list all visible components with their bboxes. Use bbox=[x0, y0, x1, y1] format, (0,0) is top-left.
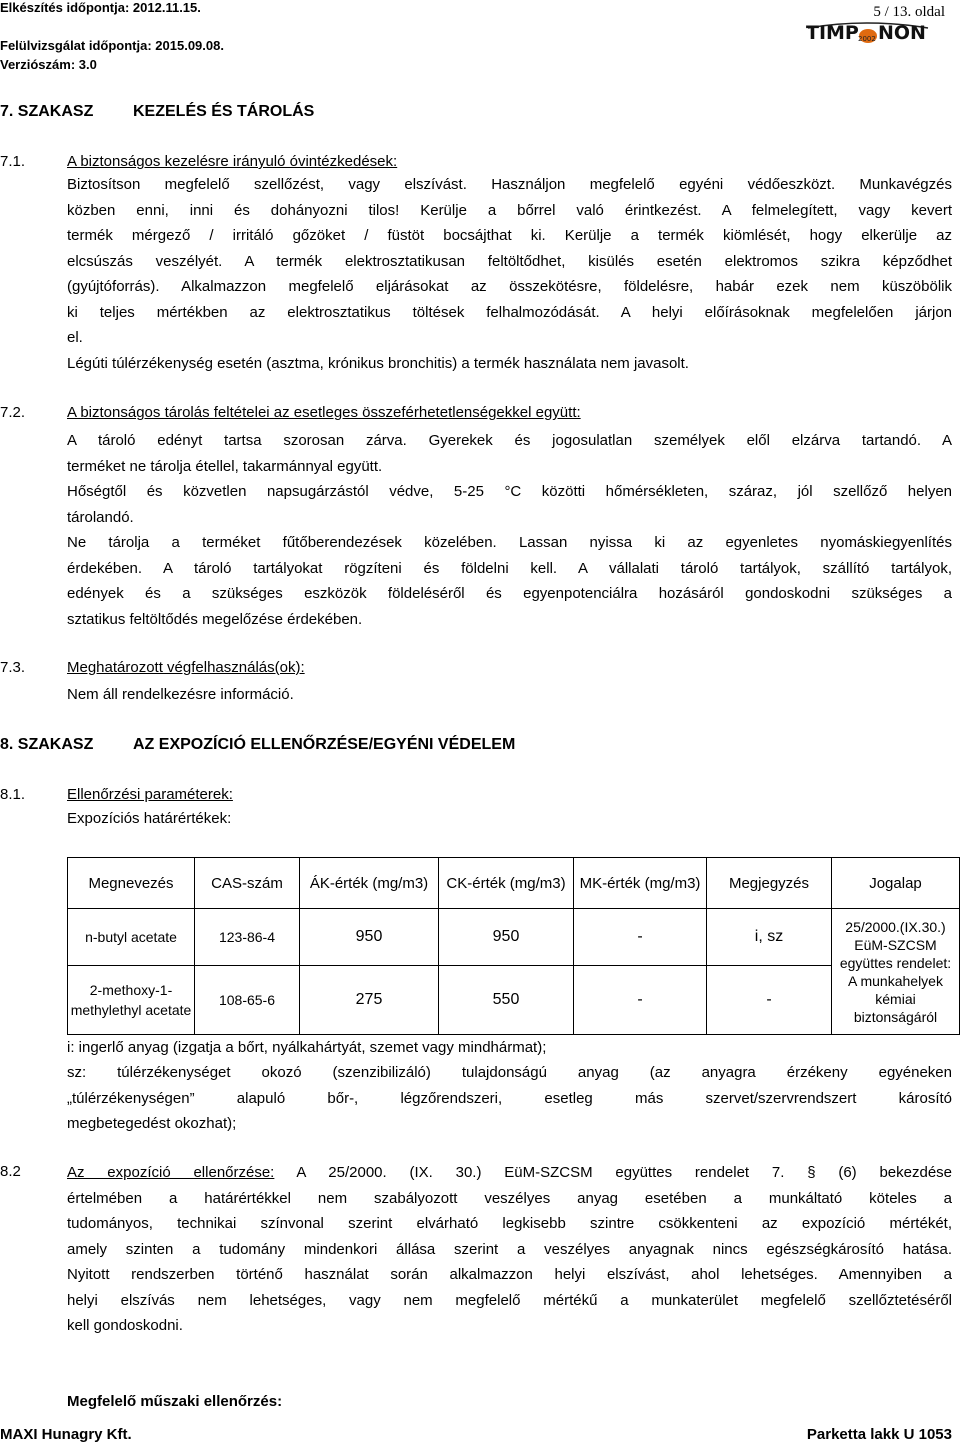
company-logo bbox=[806, 20, 930, 46]
version-number: Verziószám: 3.0 bbox=[0, 57, 97, 72]
text-line: tudományos, technikai színvonal szerint elvárható legkisebb szintre csökkenteni az expozíció mértékét, bbox=[67, 1215, 952, 1232]
technical-control-heading: Megfelelő műszaki ellenőrzés: bbox=[67, 1393, 283, 1410]
s81-subtitle: Expozíciós határértékek: bbox=[67, 810, 232, 827]
s72-body bbox=[67, 428, 952, 632]
text-line: „túlérzékenységen” alapuló bőr-, légzőrendszeri, esetleg más szervet/szervrendszert károsító bbox=[67, 1089, 952, 1107]
text-line: értelmében a határértékkel nem szabályozott veszélyes anyag esetében a munkáltató köteles a bbox=[67, 1189, 952, 1207]
text-line: érdekében. A tároló tartályokat rögzíteni és földelni kell. A vállalati tároló tartályok, szállító tartályok, bbox=[67, 559, 952, 577]
cell-name: 2-methoxy-1-methylethyl acetate bbox=[68, 966, 195, 1035]
header-legal: Jogalap bbox=[832, 858, 960, 909]
s72-number: 7.2. bbox=[0, 404, 26, 421]
cell-mk: - bbox=[574, 909, 707, 966]
cell-ck: 950 bbox=[439, 909, 574, 966]
table-header-row bbox=[68, 858, 960, 909]
footer-company: MAXI Hunagry Kft. bbox=[0, 1426, 132, 1443]
header-mk: MK-érték (mg/m3) bbox=[574, 858, 707, 909]
text-line: helyi elszívás nem lehetséges, vagy nem megfelelő mértékű a munkaterület megfelelő szellőztetéséről bbox=[67, 1291, 952, 1309]
text-line: Ne tárolja a terméket fűtőberendezések közelében. Lassan nyissa ki az egyenletes nyomáskiegyenlítés bbox=[67, 534, 952, 551]
s82-first-line: A 25/2000. (IX. 30.) EüM-SZCSM együttes rendelet 7. § (6) bekezdése bbox=[274, 1164, 953, 1181]
footer-product: Parketta lakk U 1053 bbox=[806, 1426, 952, 1443]
cell-ck: 550 bbox=[439, 966, 574, 1035]
s73-text: Nem áll rendelkezésre információ. bbox=[67, 686, 294, 703]
header-note: Megjegyzés bbox=[707, 858, 832, 909]
s73-number: 7.3. bbox=[0, 659, 26, 676]
text-line: Biztosítson megfelelő szellőzést, vagy elszívást. Használjon megfelelő egyéni védőeszközt. Munkavégzés bbox=[67, 176, 952, 193]
cell-cas: 108-65-6 bbox=[195, 966, 300, 1035]
cell-note: - bbox=[707, 966, 832, 1035]
revision-date: Felülvizsgálat időpontja: 2015.09.08. bbox=[0, 38, 224, 53]
s71-number: 7.1. bbox=[0, 153, 26, 170]
note-i: i: ingerlő anyag (izgatja a bőrt, nyálkahártyát, szemet vagy mindhármat); bbox=[67, 1039, 547, 1056]
header-cas: CAS-szám bbox=[195, 858, 300, 909]
cell-mk: - bbox=[574, 966, 707, 1035]
text-line: tárolandó. bbox=[67, 508, 134, 526]
text-line: Hőségtől és közvetlen napsugárzástól védve, 5-25 °C közötti hőmérsékleten, száraz, jól szellőző helyen bbox=[67, 483, 952, 500]
text-line: terméket ne tárolja étellel, takarmánnyal együtt. bbox=[67, 457, 383, 475]
text-line: elcsúszás veszélyét. A termék elektrosztatikusan feltöltődhet, kisülés esetén elektromos szikra képződhet bbox=[67, 252, 952, 270]
text-line: termék mérgező / irritáló gőzöket / füstöt bocsájthat ki. Kerülje a termék kiömlését, hogy elkerülje az bbox=[67, 227, 952, 244]
text-line: sz: túlérzékenységet okozó (szenzibilizáló) tulajdonságú anyag (az anyagra érzékeny egyéneken bbox=[67, 1064, 952, 1081]
created-date: Elkészítés időpontja: 2012.11.15. bbox=[0, 0, 201, 15]
s82-number: 8.2 bbox=[0, 1163, 21, 1180]
section7-number: 7. SZAKASZ bbox=[0, 103, 94, 120]
text-line: A tároló edényt tartsa szorosan zárva. Gyerekek és jogosulatlan személyek elől elzárva tartandó. A bbox=[67, 432, 952, 449]
text-line: közben enni, inni és dohányozni tilos! Kerülje a bőrrel való érintkezést. A felmelegített, vagy kevert bbox=[67, 201, 952, 219]
header-ck: CK-érték (mg/m3) bbox=[439, 858, 574, 909]
text-line: megbetegedést okozhat); bbox=[67, 1115, 237, 1132]
s71-body bbox=[67, 172, 952, 376]
s71-title: A biztonságos kezelésre irányuló óvintézkedések: bbox=[67, 153, 398, 170]
section8-title: AZ EXPOZÍCIÓ ELLENŐRZÉSE/EGYÉNI VÉDELEM bbox=[133, 736, 516, 753]
logo-text-right: NON bbox=[878, 22, 926, 44]
cell-ak: 275 bbox=[300, 966, 439, 1035]
logo-year: 2002 bbox=[858, 35, 876, 43]
cell-note: i, sz bbox=[707, 909, 832, 966]
header-name: Megnevezés bbox=[68, 858, 195, 909]
text-line: Légúti túlérzékenység esetén (asztma, krónikus bronchitis) a termék használata nem javasolt. bbox=[67, 354, 689, 372]
text-line: (gyújtóforrás). Alkalmazzon megfelelő eljárásokat az összekötésre, földelésre, habár ezek nem küszöbölik bbox=[67, 278, 952, 295]
s82-body bbox=[67, 1160, 952, 1339]
s72-title: A biztonságos tárolás feltételei az esetleges összeférhetetlenségekkel együtt: bbox=[67, 404, 581, 421]
text-line: amely szinten a tudomány mindenkori állása szerint a veszélyes anyagnak nincs egészségkárosító hatása. bbox=[67, 1240, 952, 1258]
table-row bbox=[68, 966, 960, 1035]
s82-title: Az expozíció ellenőrzése: bbox=[67, 1164, 275, 1181]
exposure-limits-table bbox=[67, 857, 960, 1035]
text-line: sztatikus feltöltődés megelőzése érdekében. bbox=[67, 610, 363, 628]
text-line: ki teljes mértékben az elektrosztatikus töltések felhalmozódását. A helyi előírásoknak megfelelően járjon bbox=[67, 303, 952, 321]
s81-number: 8.1. bbox=[0, 786, 26, 803]
cell-cas: 123-86-4 bbox=[195, 909, 300, 966]
section7-title: KEZELÉS ÉS TÁROLÁS bbox=[133, 103, 315, 120]
cell-legal-basis: 25/2000.(IX.30.) EüM-SZCSM együttes rendelet: A munkahelyek kémiai biztonságáról bbox=[832, 909, 960, 1035]
section8-number: 8. SZAKASZ bbox=[0, 736, 94, 753]
header-ak: ÁK-érték (mg/m3) bbox=[300, 858, 439, 909]
page-number: 5 / 13. oldal bbox=[873, 4, 945, 20]
cell-ak: 950 bbox=[300, 909, 439, 966]
logo-text: TIMP bbox=[806, 22, 859, 44]
table-row bbox=[68, 909, 960, 966]
cell-name: n-butyl acetate bbox=[68, 909, 195, 966]
text-line: el. bbox=[67, 329, 83, 346]
text-line: kell gondoskodni. bbox=[67, 1317, 183, 1334]
s73-title: Meghatározott végfelhasználás(ok): bbox=[67, 659, 305, 676]
note-sz bbox=[67, 1060, 952, 1137]
text-line: Nyitott rendszerben történő használat során alkalmazzon helyi elszívást, ahol lehetséges. Amennyiben a bbox=[67, 1266, 952, 1283]
s81-title: Ellenőrzési paraméterek: bbox=[67, 786, 233, 803]
text-line bbox=[67, 1160, 952, 1186]
text-line: edények és a szükséges eszközök földeléséről és egyenpotenciálra hozásáról gondoskodni szükséges a bbox=[67, 585, 952, 602]
